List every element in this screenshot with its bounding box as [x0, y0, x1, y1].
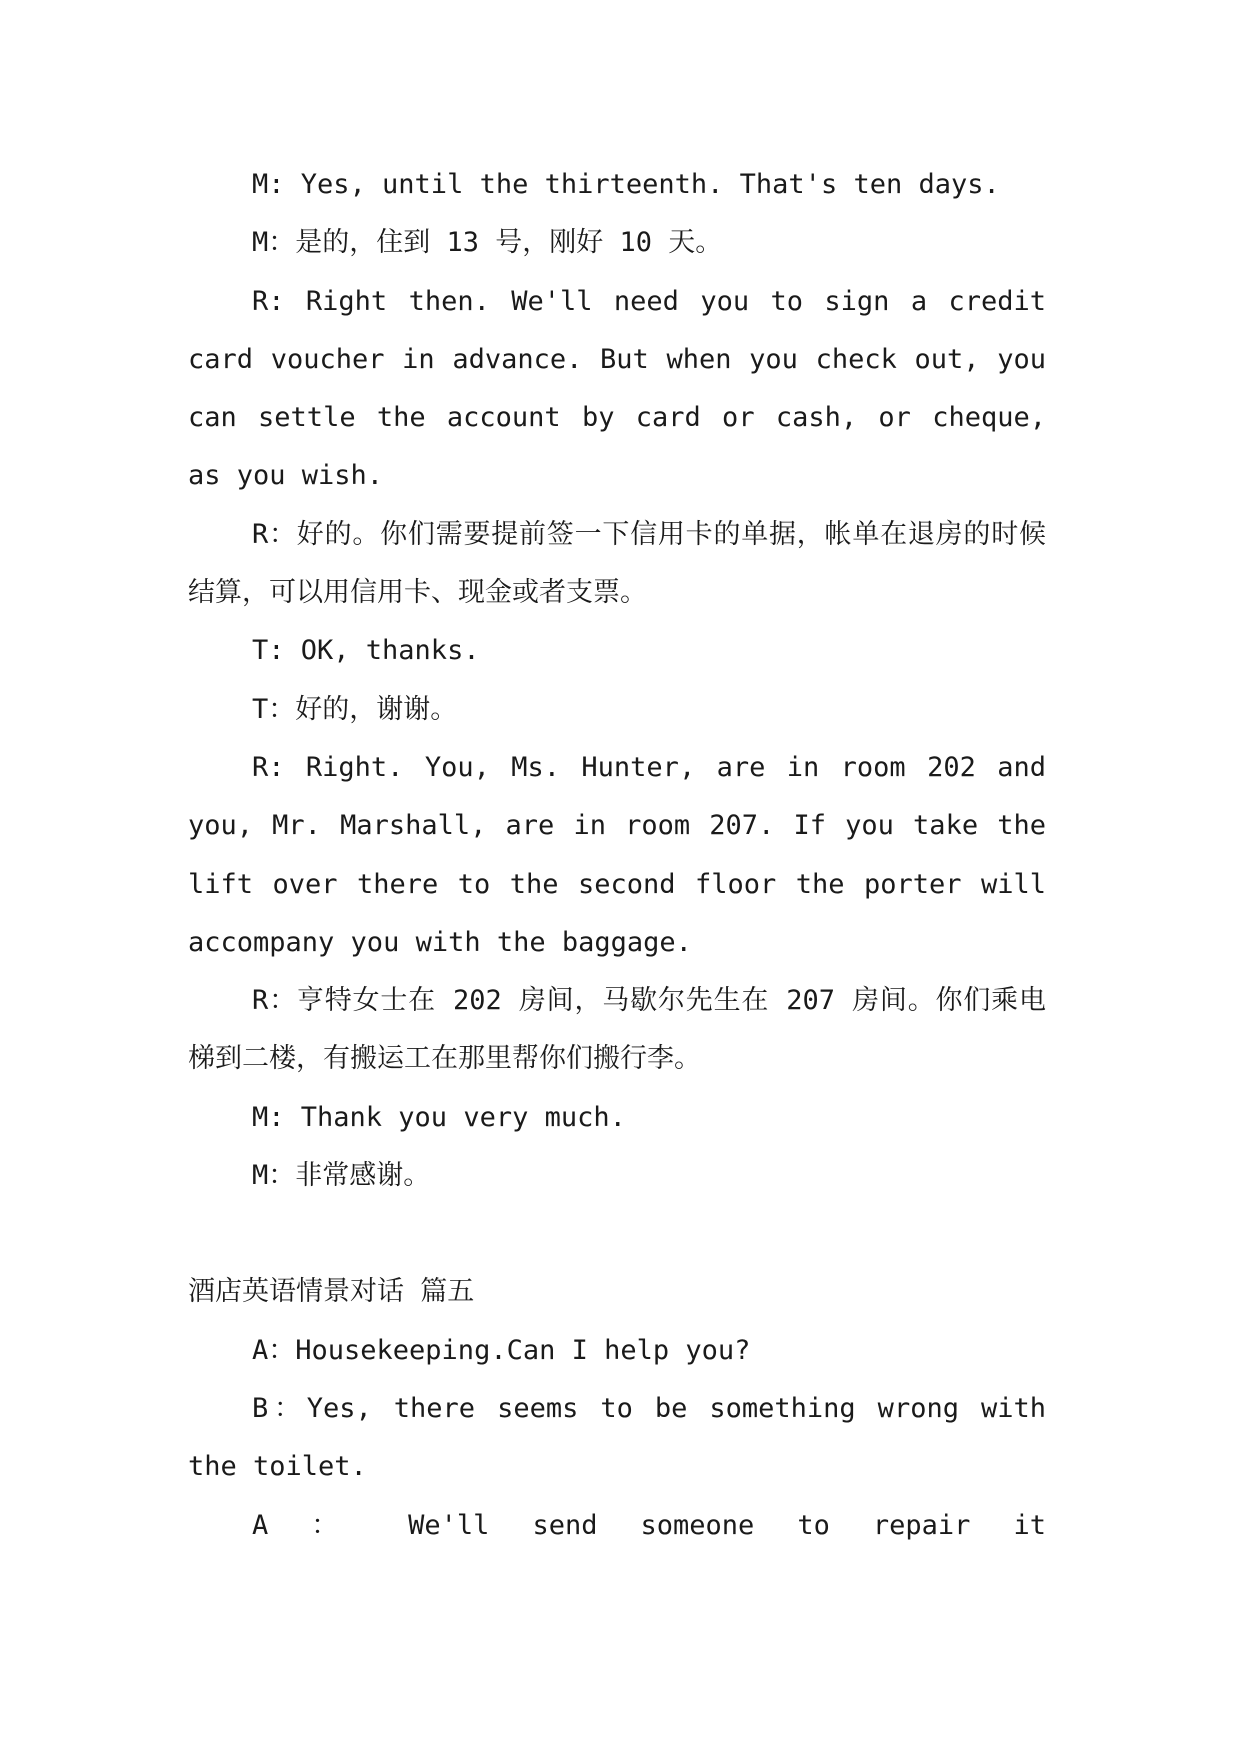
- dialogue-line: R: Right then. We'll need you to sign a credit card voucher in advance. But when you check out, you can settle the account by card or cash, or cheque, as you wish.: [188, 285, 1046, 492]
- dialogue-line: T: OK, thanks.: [252, 635, 480, 667]
- dialogue-line-last: A ： We'll send someone to repair it: [252, 1509, 1046, 1541]
- dialogue-line: M：是的，住到 13 号，刚好 10 天。: [252, 227, 723, 259]
- document-page: [188, 156, 1046, 1555]
- dialogue-line: R: Right. You, Ms. Hunter, are in room 202 and you, Mr. Marshall, are in room 207. If you take the lift over there to the second floor the porter will accompany you with the baggage.: [188, 751, 1046, 958]
- dialogue-line: M: Thank you very much.: [252, 1101, 626, 1133]
- dialogue-line: M：非常感谢。: [252, 1160, 431, 1192]
- dialogue-line: A：Housekeeping.Can I help you?: [252, 1334, 751, 1366]
- section-gap: [188, 1205, 1046, 1263]
- dialogue-line: T：好的，谢谢。: [252, 693, 458, 725]
- section-heading: 酒店英语情景对话 篇五: [188, 1276, 475, 1308]
- dialogue-line: R：亨特女士在 202 房间，马歇尔先生在 207 房间。你们乘电梯到二楼，有搬运工在那里帮你们搬行李。: [188, 985, 1046, 1075]
- dialogue-line: B：Yes, there seems to be something wrong with the toilet.: [188, 1392, 1046, 1483]
- dialogue-line: R：好的。你们需要提前签一下信用卡的单据，帐单在退房的时候结算，可以用信用卡、现金或者支票。: [188, 518, 1046, 609]
- dialogue-line: M: Yes, until the thirteenth. That's ten days.: [252, 169, 1000, 200]
